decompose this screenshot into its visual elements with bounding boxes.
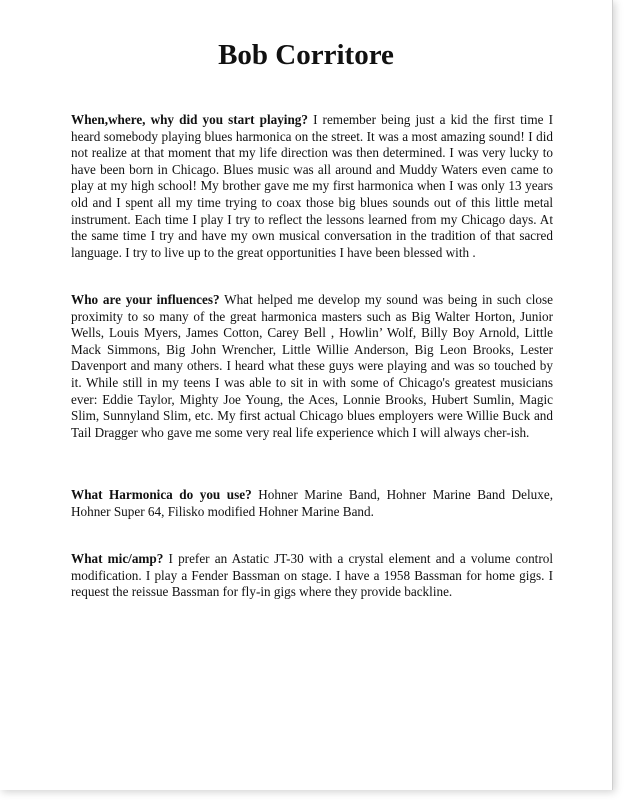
answer-text: What helped me develop my sound was being in such close proximity to so many of the great harmonica masters such as Big Walter Horton, Junior Wells, Louis Myers, James Cotton, Carey Bell , Howlin’ Wolf, Billy Boy Arnold, Little Mack Simmons, Big John Wrencher, Little Willie Anderson, Big Leon Brooks, Lester Davenport and many others. I heard what these guys were playing and was so touched by it. While still in my teens I was able to sit in with some of Chicago's greatest musicians ever: Eddie Taylor, Mighty Joe Young, the Aces, Lonnie Brooks, Hubert Sumlin, Magic Slim, Sunnyland Slim, etc. My first actual Chicago blues employers were Willie Buck and Tail Dragger who gave me some very real life experience which I will always cher-ish. (71, 292, 553, 440)
interview-section-harmonica (71, 487, 553, 520)
answer-text: I prefer an Astatic JT-30 with a crystal element and a volume control modification. I play a Fender Bassman on stage. I have a 1958 Bassman for home gigs. I request the reissue Bassman for fly-in gigs where they provide backline. (71, 551, 554, 600)
interview-section-influences (71, 292, 553, 441)
answer-text: I remember being just a kid the first time I heard somebody playing blues harmonica on the street. It was a most amazing sound! I did not realize at that moment that my life direction was then determined. I was very lucky to have been born in Chicago. Blues music was all around and Muddy Waters even came to play at my high school! My brother gave me my first harmonica when I was only 13 years old and I spent all my time trying to coax those big blues sounds out of this little metal instrument. Each time I play I try to reflect the lessons learned from my Chicago days. At the same time I try and have my own musical conversation in the tradition of that sacred language. I try to live up to the great opportunities I have been blessed with . (71, 112, 553, 260)
question-label: When,where, why did you start playing? (71, 112, 308, 127)
question-label: What Harmonica do you use? (71, 487, 252, 502)
page-title: Bob Corritore (218, 39, 394, 71)
question-label: Who are your influences? (71, 292, 220, 307)
interview-section-mic-amp (71, 551, 553, 601)
question-label: What mic/amp? (71, 551, 164, 566)
interview-section-start-playing (71, 112, 553, 261)
answer-text: Hohner Marine Band, Hohner Marine Band Deluxe, Hohner Super 64, Filisko modified Hohner Marine Band. (71, 487, 553, 519)
